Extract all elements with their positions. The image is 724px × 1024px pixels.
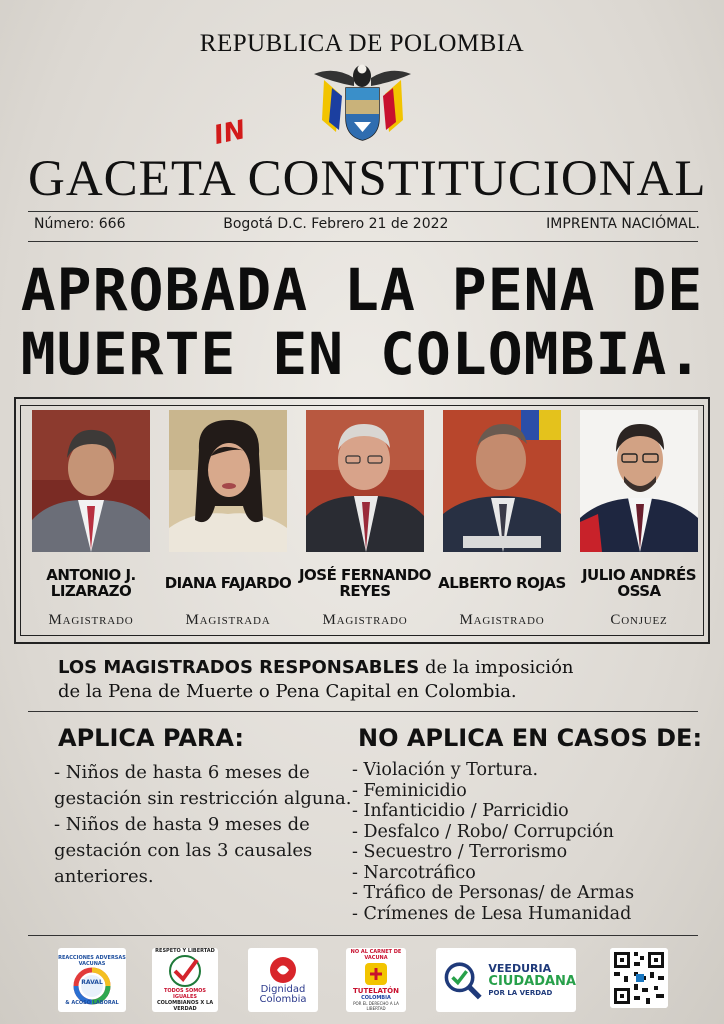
list-item: - Feminicidio [352, 780, 467, 801]
list-item: - Infanticidio / Parricidio [352, 801, 569, 821]
judge-photo-avatar [306, 410, 424, 552]
list-item: - Niños de hasta 9 meses de gestación con las 3 causales anteriores. [54, 814, 313, 887]
issue-number: Número: 666 [34, 216, 126, 232]
tutelaton-icon [362, 961, 390, 987]
judge-role: Conjuez [610, 612, 668, 628]
printer-name: IMPRENTA NACIÓMAL. [546, 216, 700, 232]
list-item: - Violación y Tortura. [352, 760, 539, 780]
place-date: Bogotá D.C. Febrero 21 de 2022 [223, 216, 449, 232]
dignidad-colombia-logo: Dignidad Colombia [248, 948, 318, 1012]
responsables-rest: de la imposición [419, 657, 574, 678]
judge-card [576, 410, 702, 635]
list-item: - Crímenes de Lesa Humanidad [352, 903, 632, 924]
sponsor-logos [0, 948, 724, 1014]
list-item: - Niños de hasta 6 meses de gestación sin restricción alguna. [54, 762, 352, 809]
list-item: - Tráfico de Personas/ de Armas [352, 883, 635, 903]
judge-name: ALBERTO ROJAS [438, 574, 566, 592]
raval-logo: REACCIONES ADVERSAS VACUNAS RAVAL & ACOSO LABORAL [58, 948, 126, 1012]
title-overlay-mark: IN [211, 115, 249, 151]
dateline [34, 216, 700, 232]
magnifier-check-icon [442, 957, 482, 1003]
masthead-rule-top [28, 211, 698, 212]
respeto-libertad-logo: RESPETO Y LIBERTAD TODOS SOMOS IGUALES COLOMBIANOS X LA VERDAD [152, 948, 218, 1012]
judge-role: Magistrada [185, 612, 271, 628]
judge-photo-avatar [580, 410, 698, 552]
headline [0, 258, 724, 386]
list-item: - Narcotráfico [352, 862, 476, 883]
judge-name: JOSÉ FERNANDO REYES [298, 566, 432, 600]
headline-line-2: MUERTE EN COLOMBIA. [20, 320, 704, 388]
judge-name: DIANA FAJARDO [164, 574, 292, 592]
republic-name: REPUBLICA DE POLOMBIA [199, 30, 525, 57]
qr-code-icon[interactable] [610, 948, 668, 1008]
no-aplica-list [352, 760, 712, 924]
newspaper-title: GACETA CONSTITUCIONAL [28, 151, 707, 207]
judge-role: Magistrado [322, 612, 408, 628]
judges-row [28, 410, 696, 635]
judge-card [165, 410, 291, 635]
judge-role: Magistrado [459, 612, 545, 628]
responsables-text [58, 656, 698, 704]
list-item: - Secuestro / Terrorismo [352, 842, 568, 862]
responsables-bold: LOS MAGISTRADOS RESPONSABLES [58, 657, 420, 678]
list-item: - Desfalco / Robo/ Corrupción [352, 821, 614, 842]
masthead-rule-bottom [28, 241, 698, 242]
headline-line-1: APROBADA LA PENA DE [20, 256, 704, 324]
coat-of-arms-icon [310, 60, 415, 142]
judge-name: JULIO ANDRÉS OSSA [581, 566, 697, 600]
tutelaton-logo: NO AL CARNET DE VACUNA TUTELATÓN COLOMBIA POR EL DERECHO A LA LIBERTAD [346, 948, 406, 1012]
judge-role: Magistrado [48, 612, 134, 628]
judge-photo-avatar [32, 410, 150, 552]
judge-name: ANTONIO J. LIZARAZO [46, 566, 136, 600]
checkmark-icon [165, 954, 205, 988]
judge-card [298, 410, 432, 635]
veeduria-logo: VEEDURIA CIUDADANA POR LA VERDAD [436, 948, 576, 1012]
judge-card [439, 410, 565, 635]
no-aplica-heading: NO APLICA EN CASOS DE: [358, 724, 703, 752]
judge-photo-avatar [443, 410, 561, 552]
aplica-list [54, 760, 354, 890]
masthead [28, 115, 707, 210]
section-rule [28, 711, 698, 712]
judge-photo-avatar [169, 410, 287, 552]
aplica-heading: APLICA PARA: [58, 724, 244, 752]
footer-rule [28, 935, 698, 936]
judge-card [28, 410, 154, 635]
dignidad-icon [268, 955, 298, 985]
responsables-line-2: de la Pena de Muerte o Pena Capital en Colombia. [58, 681, 517, 702]
